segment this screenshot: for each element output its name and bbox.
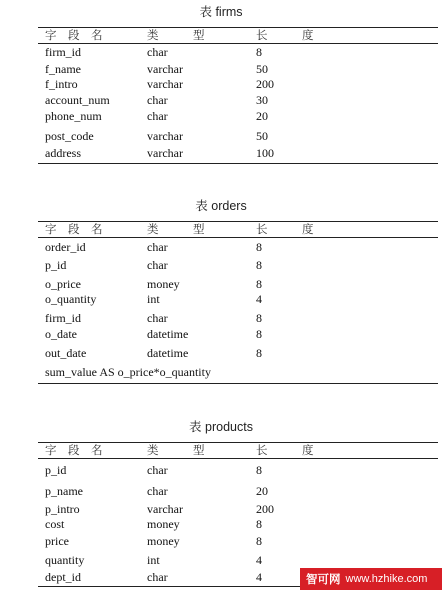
field-name-cell: f_intro: [45, 77, 78, 91]
field-length-cell: 8: [256, 45, 262, 59]
computed-column-note: sum_value AS o_price*o_quantity: [45, 365, 211, 379]
header-length: 长 度: [256, 445, 314, 457]
field-length-cell: 30: [256, 93, 268, 107]
field-type-cell: varchar: [147, 129, 183, 143]
field-name-cell: out_date: [45, 346, 87, 360]
header-rule: [38, 458, 438, 459]
field-type-cell: char: [147, 93, 168, 107]
field-length-cell: 200: [256, 77, 274, 91]
table-top-rule: [38, 221, 438, 222]
field-type-cell: int: [147, 553, 160, 567]
watermark-brand: 智可网: [306, 572, 341, 586]
field-name-cell: o_quantity: [45, 292, 97, 306]
field-name-cell: dept_id: [45, 570, 81, 584]
header-rule: [38, 43, 438, 44]
field-name-cell: firm_id: [45, 311, 81, 325]
field-name-cell: order_id: [45, 240, 86, 254]
field-length-cell: 4: [256, 292, 262, 306]
field-length-cell: 100: [256, 146, 274, 160]
watermark-badge: [300, 568, 442, 590]
table-title-firms: 表 firms: [199, 5, 243, 19]
field-name-cell: post_code: [45, 129, 94, 143]
field-type-cell: varchar: [147, 502, 183, 516]
header-field-name: 字 段 名: [45, 224, 103, 236]
field-name-cell: address: [45, 146, 81, 160]
field-length-cell: 8: [256, 327, 262, 341]
field-type-cell: char: [147, 109, 168, 123]
field-length-cell: 8: [256, 346, 262, 360]
header-type: 类 型: [147, 30, 205, 42]
field-length-cell: 8: [256, 311, 262, 325]
field-type-cell: char: [147, 463, 168, 477]
watermark-url: www.hzhike.com: [345, 573, 428, 585]
field-type-cell: datetime: [147, 327, 189, 341]
header-type: 类 型: [147, 224, 205, 236]
field-type-cell: char: [147, 484, 168, 498]
table-title-orders: 表 orders: [195, 199, 247, 213]
header-field-name: 字 段 名: [45, 445, 103, 457]
field-name-cell: phone_num: [45, 109, 102, 123]
field-name-cell: p_name: [45, 484, 83, 498]
field-length-cell: 8: [256, 463, 262, 477]
field-length-cell: 8: [256, 534, 262, 548]
field-type-cell: datetime: [147, 346, 189, 360]
field-length-cell: 20: [256, 109, 268, 123]
field-type-cell: money: [147, 517, 180, 531]
field-length-cell: 20: [256, 484, 268, 498]
field-name-cell: f_name: [45, 62, 81, 76]
field-name-cell: firm_id: [45, 45, 81, 59]
field-length-cell: 4: [256, 553, 262, 567]
header-length: 长 度: [256, 224, 314, 236]
field-type-cell: char: [147, 258, 168, 272]
header-type: 类 型: [147, 445, 205, 457]
field-type-cell: money: [147, 534, 180, 548]
field-length-cell: 8: [256, 277, 262, 291]
table-top-rule: [38, 27, 438, 28]
field-length-cell: 8: [256, 240, 262, 254]
table-top-rule: [38, 442, 438, 443]
field-type-cell: char: [147, 240, 168, 254]
field-length-cell: 4: [256, 570, 262, 584]
field-name-cell: quantity: [45, 553, 85, 567]
header-rule: [38, 237, 438, 238]
field-name-cell: p_id: [45, 258, 67, 272]
field-name-cell: o_date: [45, 327, 77, 341]
field-type-cell: char: [147, 570, 168, 584]
field-length-cell: 8: [256, 517, 262, 531]
field-length-cell: 50: [256, 62, 268, 76]
field-type-cell: varchar: [147, 62, 183, 76]
field-length-cell: 8: [256, 258, 262, 272]
header-field-name: 字 段 名: [45, 30, 103, 42]
field-name-cell: p_id: [45, 463, 67, 477]
field-type-cell: varchar: [147, 146, 183, 160]
header-length: 长 度: [256, 30, 314, 42]
field-length-cell: 200: [256, 502, 274, 516]
field-type-cell: char: [147, 311, 168, 325]
field-type-cell: int: [147, 292, 160, 306]
table-title-products: 表 products: [189, 420, 253, 434]
field-type-cell: varchar: [147, 77, 183, 91]
field-name-cell: p_intro: [45, 502, 80, 516]
field-length-cell: 50: [256, 129, 268, 143]
field-name-cell: price: [45, 534, 69, 548]
table-bottom-rule: [38, 163, 438, 164]
field-name-cell: o_price: [45, 277, 81, 291]
field-name-cell: account_num: [45, 93, 110, 107]
field-type-cell: money: [147, 277, 180, 291]
table-bottom-rule: [38, 383, 438, 384]
field-type-cell: char: [147, 45, 168, 59]
field-name-cell: cost: [45, 517, 65, 531]
